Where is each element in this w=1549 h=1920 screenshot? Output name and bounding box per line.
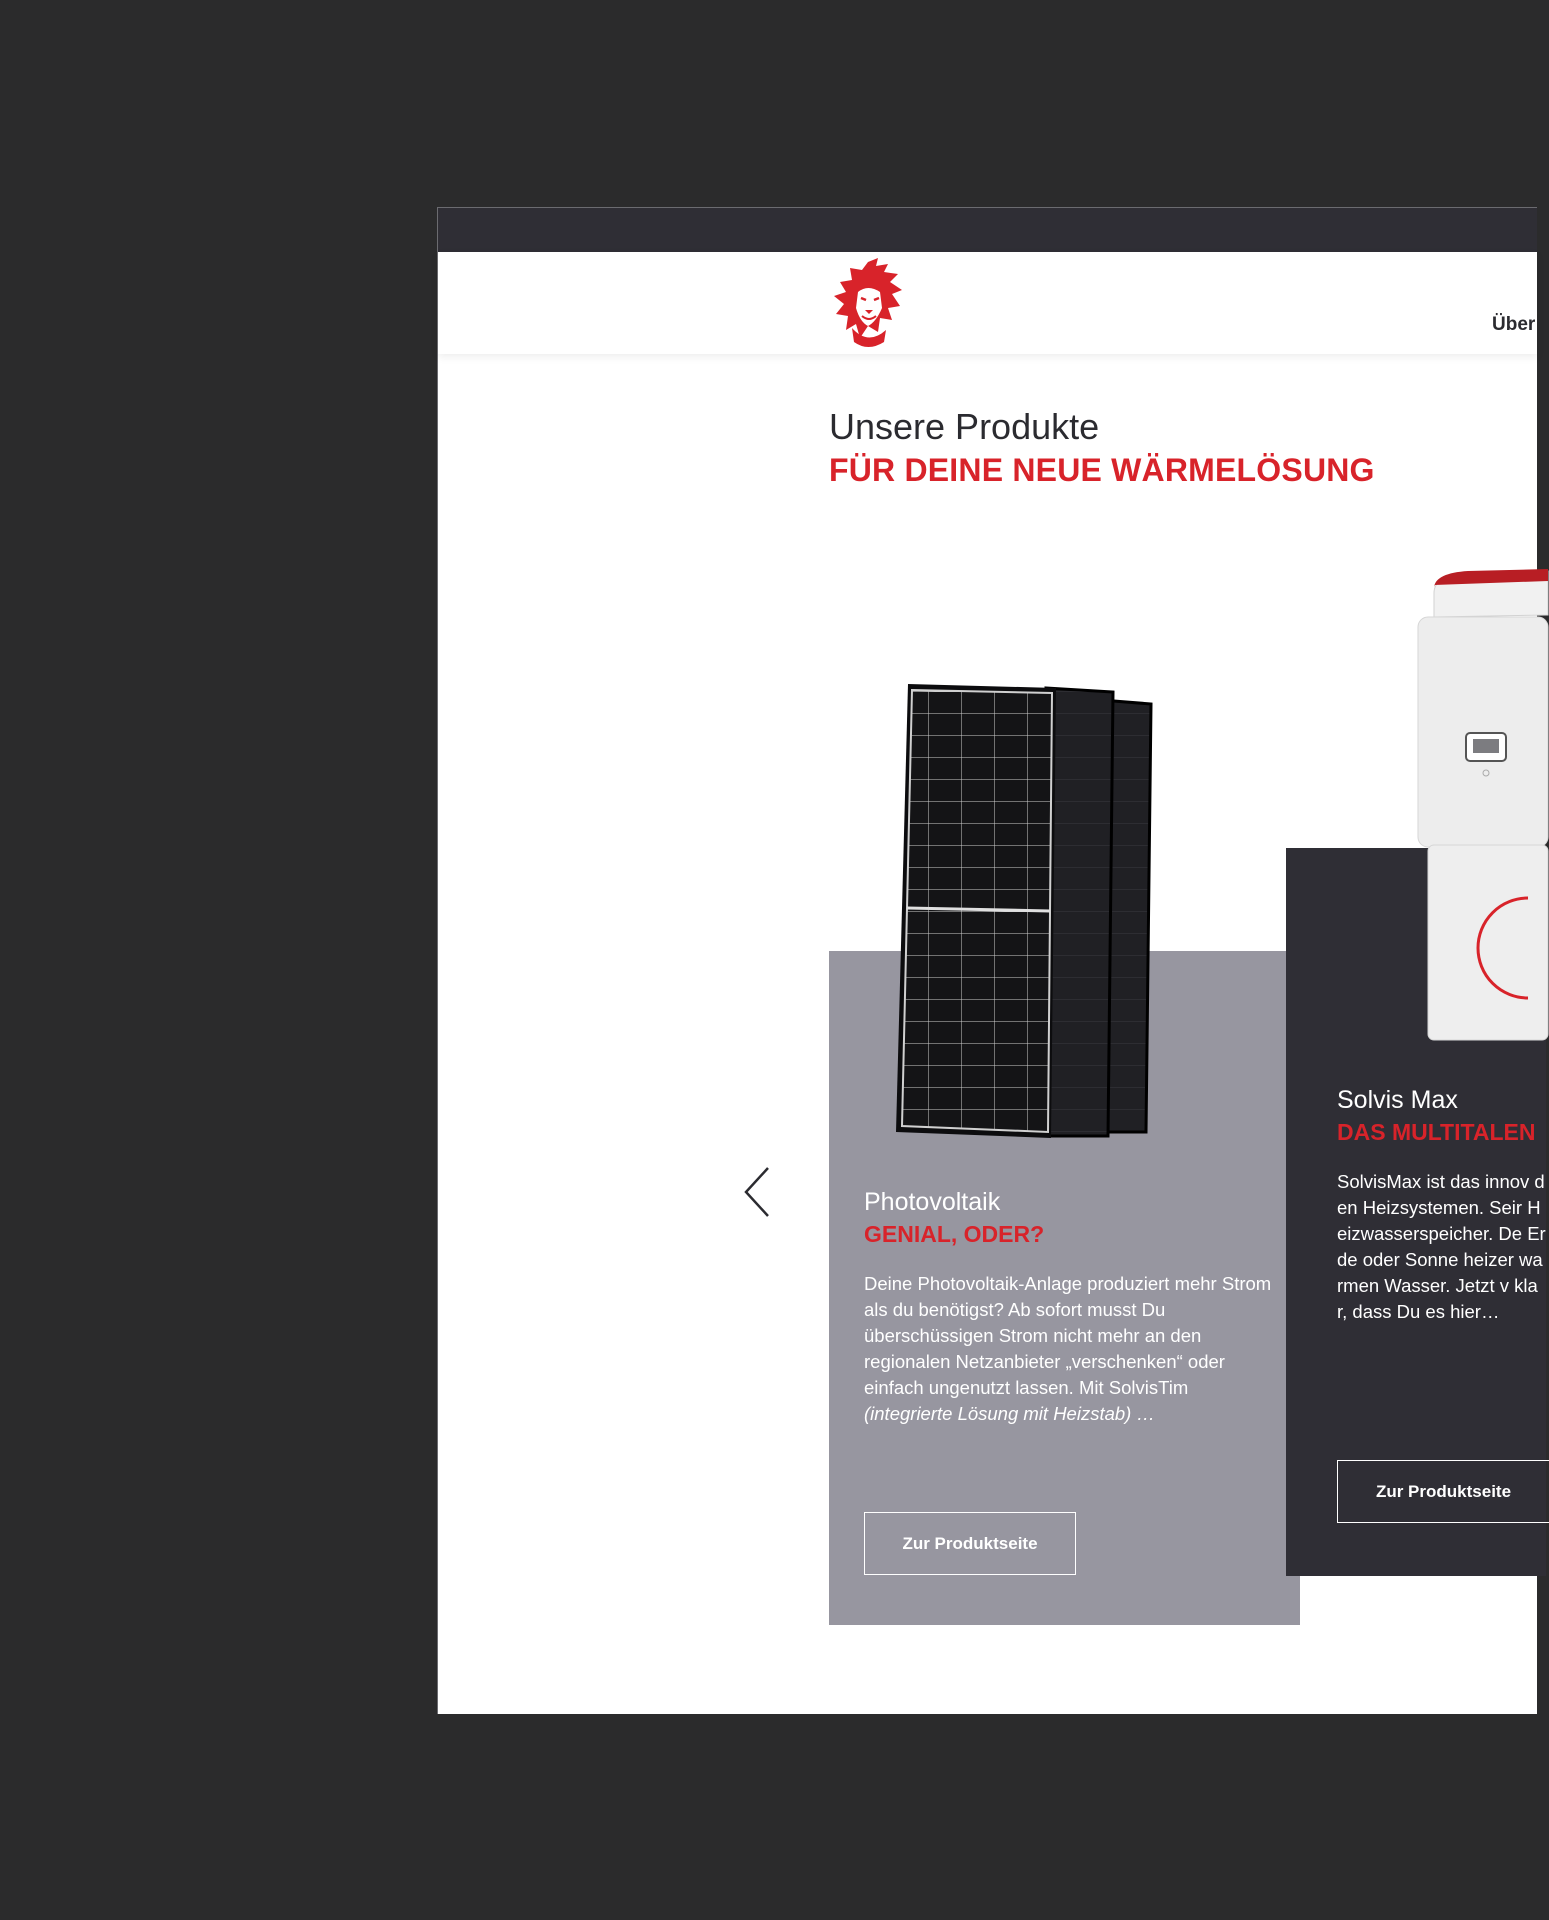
section-subtitle: FÜR DEINE NEUE WÄRMELÖSUNG <box>829 452 1375 488</box>
top-bar <box>438 208 1537 252</box>
product-description: Deine Photovoltaik-Anlage produziert mehr Strom als du benötigst? Ab sofort musst Du überschüssigen Strom nicht mehr an den regionalen Netzanbieter „verschenken“ oder einfach ungenutzt lassen. Mit SolvisTim (integrierte Lösung mit Heizstab) … <box>864 1273 1272 1424</box>
product-page-button[interactable]: Zur Produktseite <box>1337 1460 1549 1523</box>
lion-logo-icon[interactable] <box>828 256 912 352</box>
product-title: Photovoltaik <box>864 1188 1001 1216</box>
product-subtitle: DAS MULTITALEN <box>1337 1119 1536 1145</box>
section-title: Unsere Produkte <box>829 406 1100 447</box>
chevron-left-icon[interactable] <box>743 1165 773 1219</box>
product-subtitle: GENIAL, ODER? <box>864 1221 1045 1247</box>
product-title: Solvis Max <box>1337 1086 1458 1114</box>
site-header <box>438 252 1537 354</box>
product-page-button[interactable]: Zur Produktseite <box>864 1512 1076 1575</box>
product-description-italic: (integrierte Lösung mit Heizstab) … <box>864 1403 1155 1424</box>
product-description: SolvisMax ist das innov den Heizsystemen. Seir Heizwasserspeicher. De Erde oder Sonne heizer warmen Wasser. Jetzt v klar, dass Du es hier… <box>1337 1171 1546 1322</box>
solar-panel-image <box>896 670 1226 1140</box>
nav-item-ueber[interactable]: Über <box>1492 314 1536 335</box>
heating-boiler-image <box>1418 563 1548 1043</box>
website-frame <box>437 207 1546 1714</box>
